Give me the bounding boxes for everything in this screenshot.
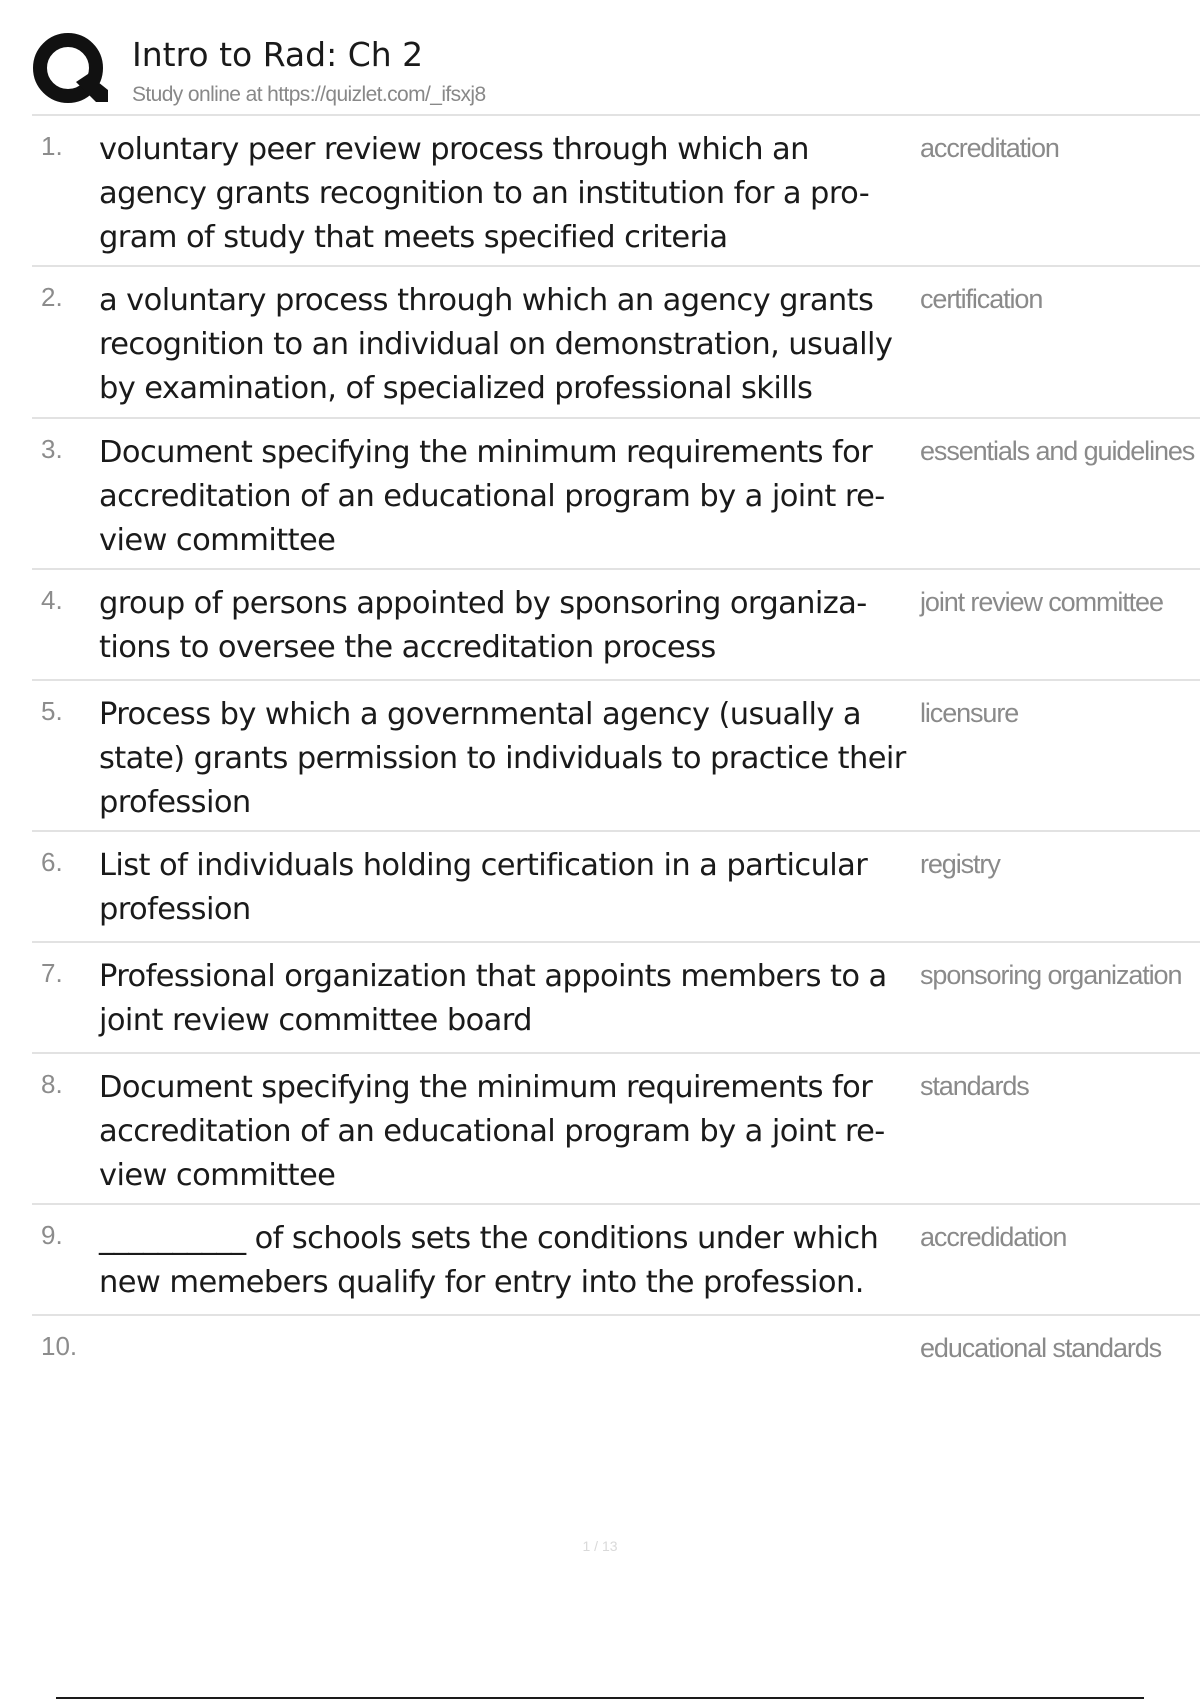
item-number: 1. bbox=[41, 131, 63, 161]
definition-line: new memebers qualify for entry into the profession. bbox=[99, 1265, 864, 1300]
term-text: licensure bbox=[920, 698, 1019, 728]
flashcard-row bbox=[32, 570, 1200, 681]
definition-line: gram of study that meets specified criteria bbox=[99, 220, 728, 255]
definition-text bbox=[99, 279, 893, 411]
term-text: essentials and guidelines bbox=[920, 436, 1195, 466]
definition-line: accreditation of an educational program by a joint re- bbox=[99, 1114, 885, 1149]
flashcard-row bbox=[32, 832, 1200, 943]
page-title: Intro to Rad: Ch 2 bbox=[132, 35, 424, 74]
definition-line: state) grants permission to individuals to practice their bbox=[99, 741, 906, 776]
definition-line: Document specifying the minimum requirements for bbox=[99, 435, 873, 470]
item-number: 4. bbox=[41, 585, 63, 615]
definition-line: voluntary peer review process through which an bbox=[99, 132, 809, 167]
definition-line: Document specifying the minimum requirements for bbox=[99, 1070, 873, 1105]
term-text: standards bbox=[920, 1071, 1029, 1101]
definition-line: recognition to an individual on demonstration, usually bbox=[99, 327, 893, 362]
definition-line: a voluntary process through which an agency grants bbox=[99, 283, 874, 318]
flashcard-row bbox=[32, 419, 1200, 570]
definition-text bbox=[99, 693, 906, 825]
term-text: accreditation bbox=[920, 133, 1059, 163]
quizlet-q-logo-icon bbox=[32, 32, 110, 110]
flashcard-row bbox=[32, 1054, 1200, 1205]
definition-line: __________ of schools sets the conditions under which bbox=[99, 1221, 879, 1256]
definition-line: profession bbox=[99, 785, 251, 820]
item-number: 9. bbox=[41, 1220, 63, 1250]
definition-text bbox=[99, 1217, 879, 1305]
item-number: 6. bbox=[41, 847, 63, 877]
flashcard-row bbox=[32, 681, 1200, 832]
definition-line: tions to oversee the accreditation process bbox=[99, 630, 716, 665]
flashcard-row bbox=[32, 116, 1200, 267]
definition-line: by examination, of specialized professional skills bbox=[99, 371, 813, 406]
definition-line: view committee bbox=[99, 523, 336, 558]
definition-line: Process by which a governmental agency (usually a bbox=[99, 697, 862, 732]
bottom-divider bbox=[56, 1697, 1144, 1699]
term-text: registry bbox=[920, 849, 1000, 879]
flashcard-row bbox=[32, 1316, 1200, 1427]
flashcard-row bbox=[32, 267, 1200, 419]
study-online-link[interactable]: Study online at https://quizlet.com/_ifsxj8 bbox=[132, 83, 486, 106]
flashcard-row bbox=[32, 943, 1200, 1054]
definition-line: accreditation of an educational program by a joint re- bbox=[99, 479, 885, 514]
definition-line: group of persons appointed by sponsoring organiza- bbox=[99, 586, 867, 621]
definition-text bbox=[99, 1066, 885, 1198]
definition-text bbox=[99, 431, 885, 563]
term-text: accredidation bbox=[920, 1222, 1067, 1252]
term-text: joint review committee bbox=[920, 587, 1163, 617]
definition-line: joint review committee board bbox=[99, 1003, 532, 1038]
definition-line: Professional organization that appoints members to a bbox=[99, 959, 887, 994]
item-number: 3. bbox=[41, 434, 63, 464]
definition-text bbox=[99, 955, 887, 1043]
definition-line: agency grants recognition to an institution for a pro- bbox=[99, 176, 870, 211]
flashcard-row bbox=[32, 1205, 1200, 1316]
item-number: 10. bbox=[41, 1331, 78, 1361]
item-number: 2. bbox=[41, 282, 63, 312]
definition-line: profession bbox=[99, 892, 251, 927]
term-text: sponsoring organization bbox=[920, 960, 1182, 990]
definition-line: view committee bbox=[99, 1158, 336, 1193]
definition-text bbox=[99, 128, 879, 260]
definition-line: List of individuals holding certification in a particular bbox=[99, 848, 868, 883]
item-number: 8. bbox=[41, 1069, 63, 1099]
flashcard-list bbox=[32, 116, 1200, 1427]
page-number: 1 / 13 bbox=[582, 1538, 618, 1554]
item-number: 7. bbox=[41, 958, 63, 988]
definition-text bbox=[99, 844, 879, 932]
definition-text bbox=[99, 582, 879, 670]
document-header bbox=[32, 30, 1200, 116]
item-number: 5. bbox=[41, 696, 63, 726]
term-text: educational standards bbox=[920, 1333, 1162, 1363]
term-text: certification bbox=[920, 284, 1043, 314]
